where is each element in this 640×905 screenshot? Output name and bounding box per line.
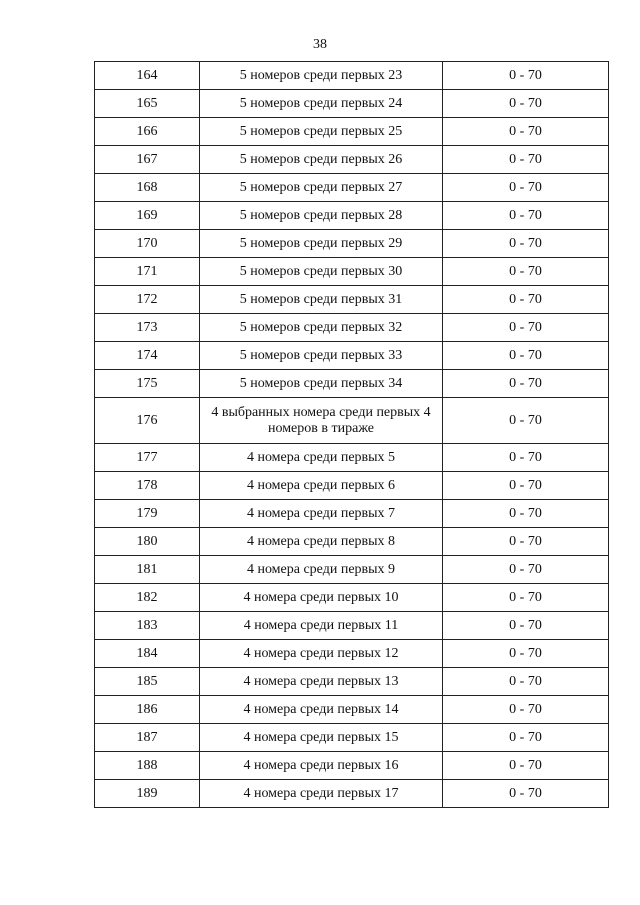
row-description-cell: 4 выбранных номера среди первых 4 номеров в тираже: [200, 398, 443, 444]
row-description-cell: 5 номеров среди первых 25: [200, 118, 443, 146]
row-range-cell: 0 - 70: [443, 342, 609, 370]
table-row: [95, 752, 609, 780]
table-row: [95, 118, 609, 146]
row-number-cell: 164: [95, 62, 200, 90]
row-number-cell: 181: [95, 556, 200, 584]
row-range-cell: 0 - 70: [443, 258, 609, 286]
row-number-cell: 185: [95, 668, 200, 696]
row-number-cell: 171: [95, 258, 200, 286]
row-range-cell: 0 - 70: [443, 640, 609, 668]
table-row: [95, 668, 609, 696]
row-description-cell: 4 номера среди первых 10: [200, 584, 443, 612]
table-row: [95, 342, 609, 370]
row-range-cell: 0 - 70: [443, 398, 609, 444]
row-description-cell: 5 номеров среди первых 29: [200, 230, 443, 258]
table-row: [95, 258, 609, 286]
row-range-cell: 0 - 70: [443, 90, 609, 118]
row-number-cell: 167: [95, 146, 200, 174]
row-number-cell: 165: [95, 90, 200, 118]
row-number-cell: 168: [95, 174, 200, 202]
row-description-cell: 5 номеров среди первых 23: [200, 62, 443, 90]
row-number-cell: 184: [95, 640, 200, 668]
row-description-cell: 5 номеров среди первых 26: [200, 146, 443, 174]
row-description-cell: 4 номера среди первых 13: [200, 668, 443, 696]
row-number-cell: 166: [95, 118, 200, 146]
row-number-cell: 179: [95, 500, 200, 528]
row-description-cell: 4 номера среди первых 6: [200, 472, 443, 500]
row-number-cell: 188: [95, 752, 200, 780]
table-row: [95, 286, 609, 314]
row-number-cell: 170: [95, 230, 200, 258]
row-range-cell: 0 - 70: [443, 202, 609, 230]
row-number-cell: 172: [95, 286, 200, 314]
row-description-cell: 5 номеров среди первых 27: [200, 174, 443, 202]
table-row: [95, 90, 609, 118]
row-range-cell: 0 - 70: [443, 62, 609, 90]
row-range-cell: 0 - 70: [443, 118, 609, 146]
row-range-cell: 0 - 70: [443, 780, 609, 808]
table-row: [95, 398, 609, 444]
table-row: [95, 584, 609, 612]
row-number-cell: 175: [95, 370, 200, 398]
row-range-cell: 0 - 70: [443, 370, 609, 398]
row-description-cell: 5 номеров среди первых 30: [200, 258, 443, 286]
row-range-cell: 0 - 70: [443, 472, 609, 500]
document-table: [94, 61, 609, 808]
row-description-cell: 4 номера среди первых 16: [200, 752, 443, 780]
row-range-cell: 0 - 70: [443, 668, 609, 696]
row-range-cell: 0 - 70: [443, 724, 609, 752]
row-description-cell: 4 номера среди первых 12: [200, 640, 443, 668]
row-description-cell: 4 номера среди первых 14: [200, 696, 443, 724]
table-row: [95, 612, 609, 640]
page-number: 38: [313, 37, 327, 52]
row-number-cell: 169: [95, 202, 200, 230]
row-number-cell: 189: [95, 780, 200, 808]
row-number-cell: 174: [95, 342, 200, 370]
row-range-cell: 0 - 70: [443, 314, 609, 342]
row-description-cell: 4 номера среди первых 5: [200, 444, 443, 472]
row-description-cell: 4 номера среди первых 11: [200, 612, 443, 640]
row-description-cell: 5 номеров среди первых 28: [200, 202, 443, 230]
row-range-cell: 0 - 70: [443, 584, 609, 612]
table-row: [95, 146, 609, 174]
row-number-cell: 187: [95, 724, 200, 752]
row-range-cell: 0 - 70: [443, 556, 609, 584]
row-description-cell: 4 номера среди первых 7: [200, 500, 443, 528]
table-row: [95, 780, 609, 808]
table-row: [95, 724, 609, 752]
row-range-cell: 0 - 70: [443, 286, 609, 314]
row-description-cell: 4 номера среди первых 9: [200, 556, 443, 584]
row-range-cell: 0 - 70: [443, 444, 609, 472]
table-row: [95, 444, 609, 472]
table-row: [95, 640, 609, 668]
row-number-cell: 180: [95, 528, 200, 556]
row-number-cell: 176: [95, 398, 200, 444]
row-range-cell: 0 - 70: [443, 696, 609, 724]
row-description-cell: 4 номера среди первых 17: [200, 780, 443, 808]
table-row: [95, 370, 609, 398]
row-range-cell: 0 - 70: [443, 528, 609, 556]
row-number-cell: 178: [95, 472, 200, 500]
table-row: [95, 500, 609, 528]
table-row: [95, 556, 609, 584]
row-description-cell: 4 номера среди первых 8: [200, 528, 443, 556]
row-number-cell: 182: [95, 584, 200, 612]
row-range-cell: 0 - 70: [443, 230, 609, 258]
table-row: [95, 472, 609, 500]
row-description-cell: 5 номеров среди первых 24: [200, 90, 443, 118]
table-row: [95, 696, 609, 724]
row-range-cell: 0 - 70: [443, 612, 609, 640]
row-description-cell: 5 номеров среди первых 34: [200, 370, 443, 398]
row-range-cell: 0 - 70: [443, 174, 609, 202]
table-row: [95, 202, 609, 230]
row-number-cell: 177: [95, 444, 200, 472]
row-description-cell: 5 номеров среди первых 33: [200, 342, 443, 370]
table-row: [95, 62, 609, 90]
table-row: [95, 314, 609, 342]
table-row: [95, 230, 609, 258]
table-row: [95, 528, 609, 556]
row-number-cell: 186: [95, 696, 200, 724]
row-range-cell: 0 - 70: [443, 146, 609, 174]
row-number-cell: 183: [95, 612, 200, 640]
row-number-cell: 173: [95, 314, 200, 342]
row-description-cell: 4 номера среди первых 15: [200, 724, 443, 752]
table-row: [95, 174, 609, 202]
row-description-cell: 5 номеров среди первых 31: [200, 286, 443, 314]
row-range-cell: 0 - 70: [443, 500, 609, 528]
row-description-cell: 5 номеров среди первых 32: [200, 314, 443, 342]
row-range-cell: 0 - 70: [443, 752, 609, 780]
